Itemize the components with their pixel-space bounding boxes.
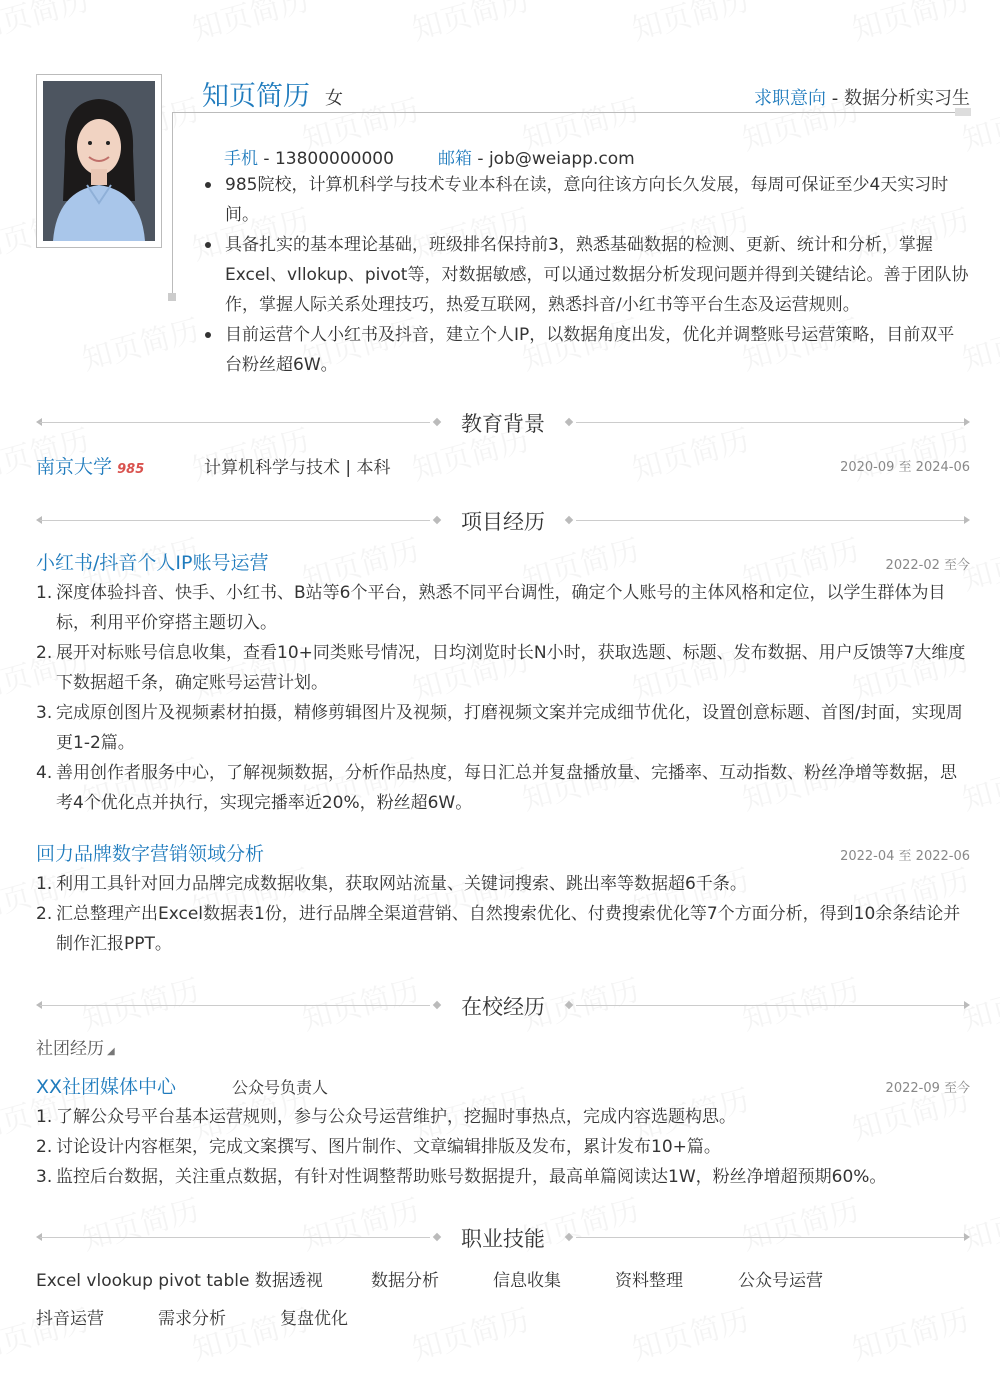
triangle-icon: ◢ [107,1046,115,1057]
divider-arrow-right [964,418,970,426]
divider-arrow-right [964,1001,970,1009]
skill-item: 资料整理 [615,1271,683,1291]
watermark-text [76,305,203,379]
divider-line-right [576,520,966,521]
skill-item: 抖音运营 [36,1309,104,1329]
section-projects-header [36,506,970,536]
header-corner-line [172,112,173,298]
summary-item: 目前运营个人小红书及抖音，建立个人IP，以数据角度出发，优化并调整账号运营策略，目前双平台粉丝超6W。 [200,320,970,380]
list-item: 3. 监控后台数据，关注重点数据，有针对性调整帮助账号数据提升，最高单篇阅读达1W，粉丝净增超预期60%。 [36,1167,887,1187]
school-name: 南京大学 [36,456,113,478]
project-points [36,869,970,959]
intent-value: 数据分析实习生 [844,88,970,109]
watermark-text [406,1295,533,1369]
divider-line-right [576,422,966,423]
watermark-text [846,0,973,49]
section-title: 在校经历 [461,995,545,1019]
section-title: 教育背景 [461,412,545,436]
intent-separator: - [831,88,839,109]
phone-value: 13800000000 [274,149,394,169]
skill-item: 需求分析 [158,1309,226,1329]
corner-decoration [168,293,176,301]
section-title: 职业技能 [461,1227,545,1251]
organization-date: 2022-09 至今 [885,1081,970,1096]
list-item: 2. 讨论设计内容框架，完成文案撰写、图片制作、文章编辑排版及发布，累计发布10+篇。 [36,1137,721,1157]
subsection-title: 社团经历 ◢ [36,1039,115,1059]
intent-label: 求职意向 [754,88,827,109]
list-item: 1. 利用工具针对回力品牌完成数据收集，获取网站流量、关键词搜索、跳出率等数据超6千条。 [36,874,747,894]
email-value[interactable]: job@weiapp.com [488,149,635,169]
email-label: 邮箱 [438,149,472,169]
project-title: 小红书/抖音个人IP账号运营 [36,552,269,574]
job-intent [754,84,970,110]
project-date: 2022-02 至今 [885,558,970,573]
candidate-gender: 女 [325,88,343,109]
skill-item: 数据分析 [371,1271,439,1291]
skill-item: 信息收集 [493,1271,561,1291]
skill-item: 公众号运营 [738,1271,823,1291]
section-campus-header [36,991,970,1021]
list-item: 3. 完成原创图片及视频素材拍摄，精修剪辑图片及视频，打磨视频文案并完成细节优化，设置创意标题、首图/封面，实现周更1-2篇。 [36,703,963,753]
list-item: 2. 汇总整理产出Excel数据表1份，进行品牌全渠道营销、自然搜索优化、付费搜索优化等7个方面分析，得到10余条结论并制作汇报PPT。 [36,904,961,954]
list-item: 1. 深度体验抖音、快手、小红书、B站等6个平台，熟悉不同平台调性，确定个人账号的主体风格和定位，以学生群体为目标，利用平价穿搭主题切入。 [36,583,946,633]
education-major: 计算机科学与技术 | 本科 [204,458,391,478]
phone-contact [224,144,394,169]
project-points [36,578,970,818]
project-title: 回力品牌数字营销领域分析 [36,843,265,865]
divider-arrow-right [964,516,970,524]
divider-line-right [576,1237,966,1238]
section-skills-header [36,1223,970,1253]
summary-list [200,170,970,380]
skill-item: 复盘优化 [280,1309,348,1329]
watermark-text [0,0,94,49]
email-separator: - [477,149,484,169]
project-date: 2022-04 至 2022-06 [840,849,970,864]
watermark-text [406,0,533,49]
watermark-text [186,0,313,49]
list-item: 2. 展开对标账号信息收集，查看10+同类账号情况，日均浏览时长N小时，获取选题、标题、发布数据、用户反馈等7大维度下数据超千条，确定账号运营计划。 [36,643,966,693]
watermark-text [846,1295,973,1369]
photo-frame [36,74,162,248]
education-date: 2020-09 至 2024-06 [840,460,970,475]
email-contact [438,144,635,169]
watermark-text [626,1295,753,1369]
skill-item: Excel vlookup pivot table 数据透视 [36,1271,323,1291]
summary-item: 具备扎实的基本理论基础，班级排名保持前3，熟悉基础数据的检测、更新、统计和分析，掌握Excel、vllokup、pivot等，对数据敏感，可以通过数据分析发现问题并得到关键结论。善于团队协作，掌握人际关系处理技巧，热爱互联网，熟悉抖音/小红书等平台生态及运营规则。 [200,230,970,320]
organization-role: 公众号负责人 [232,1078,329,1097]
list-item: 4. 善用创作者服务中心，了解视频数据，分析作品热度，每日汇总并复盘播放量、完播率、互动指数、粉丝净增等数据，思考4个优化点并执行，实现完播率近20%，粉丝超6W。 [36,763,957,813]
summary-item: 985院校，计算机科学与技术专业本科在读，意向往该方向长久发展，每周可保证至少4天实习时间。 [200,170,970,230]
list-item: 1. 了解公众号平台基本运营规则，参与公众号运营维护，挖掘时事热点，完成内容选题构思。 [36,1107,736,1127]
section-education-header [36,408,970,438]
organization-name: XX社团媒体中心 [36,1076,177,1098]
campus-points [36,1102,970,1192]
watermark-text [626,0,753,49]
phone-separator: - [263,149,270,169]
school-badge: 985 [117,462,145,477]
divider-arrow-right [964,1233,970,1241]
avatar [43,81,155,241]
phone-label: 手机 [224,149,258,169]
section-title: 项目经历 [461,510,545,534]
divider-line-right [576,1005,966,1006]
education-entry [36,452,144,479]
candidate-name: 知页简历 [202,81,310,112]
